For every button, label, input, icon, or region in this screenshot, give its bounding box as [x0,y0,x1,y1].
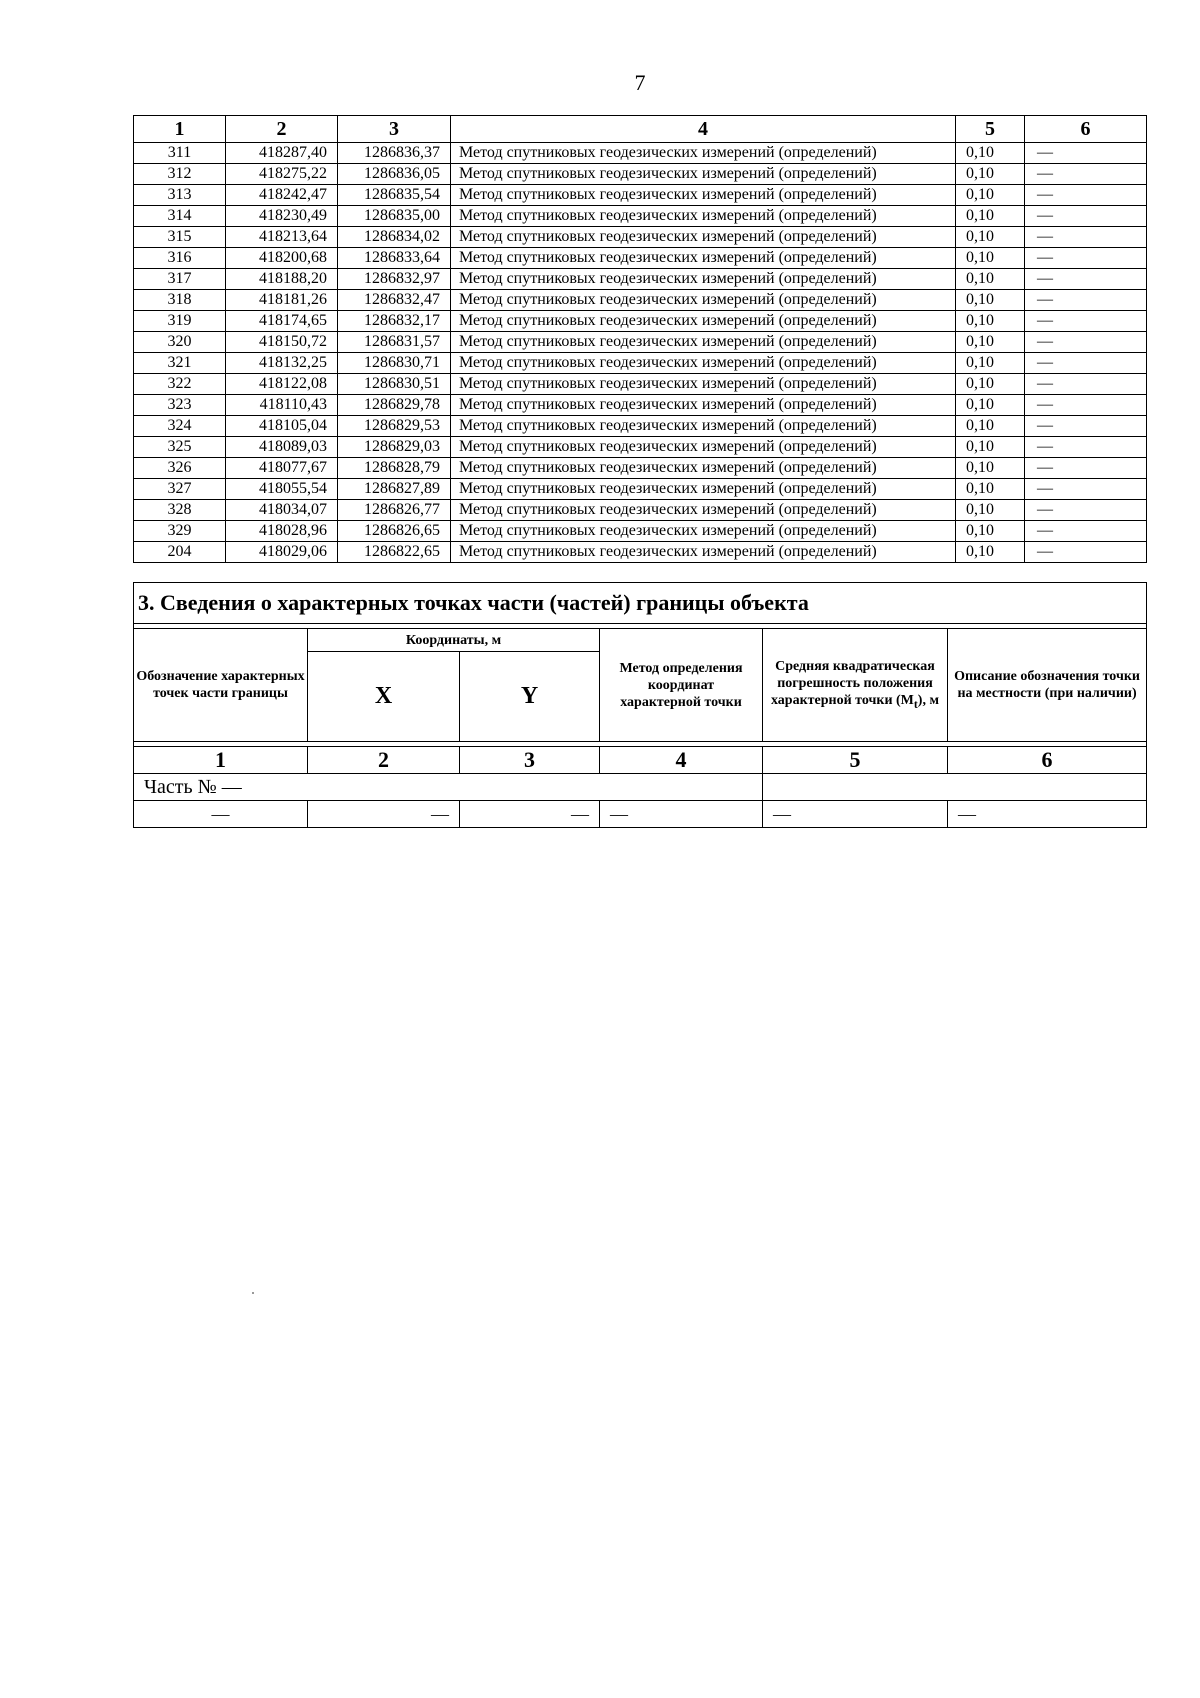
table-row [134,353,1147,374]
accuracy-cell: 0,10 [956,437,1025,458]
col-description-header: Описание обозначения точки на местности (при наличии) [948,629,1147,742]
table-row [134,458,1147,479]
y-coordinate-cell: 1286832,47 [338,290,451,311]
y-coordinate-cell: 1286832,97 [338,269,451,290]
part-point-x: — [308,801,460,828]
accuracy-cell: 0,10 [956,311,1025,332]
x-coordinate-cell: 418122,08 [226,374,338,395]
description-cell: — [1025,500,1147,521]
part-row [134,774,1147,801]
description-cell: — [1025,416,1147,437]
method-cell: Метод спутниковых геодезических измерений (определений) [451,290,956,311]
col-method-header: Метод определения координат характерной точки [600,629,763,742]
x-coordinate-cell: 418213,64 [226,227,338,248]
point-number-cell: 325 [134,437,226,458]
point-number-cell: 315 [134,227,226,248]
table-row [134,164,1147,185]
x-coordinate-cell: 418242,47 [226,185,338,206]
col-accuracy-unit: ), м [917,692,939,708]
method-cell: Метод спутниковых геодезических измерений (определений) [451,521,956,542]
table-row [134,185,1147,206]
method-cell: Метод спутниковых геодезических измерений (определений) [451,437,956,458]
column-number-5: 5 [763,747,948,774]
point-number-cell: 320 [134,332,226,353]
table-row [134,542,1147,563]
point-number-cell: 319 [134,311,226,332]
description-cell: — [1025,164,1147,185]
table-row [134,521,1147,542]
x-coordinate-cell: 418110,43 [226,395,338,416]
accuracy-cell: 0,10 [956,185,1025,206]
method-cell: Метод спутниковых геодезических измерений (определений) [451,500,956,521]
points-table-header [134,116,1147,143]
description-cell: — [1025,437,1147,458]
method-cell: Метод спутниковых геодезических измерений (определений) [451,269,956,290]
point-number-cell: 329 [134,521,226,542]
x-coordinate-cell: 418287,40 [226,143,338,164]
point-number-cell: 323 [134,395,226,416]
header-col-2: 2 [226,116,338,143]
x-coordinate-cell: 418150,72 [226,332,338,353]
method-cell: Метод спутниковых геодезических измерений (определений) [451,479,956,500]
y-coordinate-cell: 1286830,51 [338,374,451,395]
accuracy-cell: 0,10 [956,227,1025,248]
col-accuracy-header [763,629,948,742]
y-coordinate-cell: 1286833,64 [338,248,451,269]
point-number-cell: 317 [134,269,226,290]
y-coordinate-cell: 1286832,17 [338,311,451,332]
col-x-header: X [308,652,460,742]
table-row [134,206,1147,227]
table-row [134,269,1147,290]
column-number-2: 2 [308,747,460,774]
col-designation-header: Обозначение характерных точек части границы [134,629,308,742]
header-col-1: 1 [134,116,226,143]
point-number-cell: 321 [134,353,226,374]
table-row [134,332,1147,353]
accuracy-cell: 0,10 [956,353,1025,374]
header-col-6: 6 [1025,116,1147,143]
point-number-cell: 322 [134,374,226,395]
x-coordinate-cell: 418055,54 [226,479,338,500]
part-point-accuracy: — [763,801,948,828]
col-accuracy-text: Средняя квадратическая погрешность положения характерной точки (M [770,658,935,708]
description-cell: — [1025,374,1147,395]
part-point-y: — [460,801,600,828]
y-coordinate-cell: 1286827,89 [338,479,451,500]
x-coordinate-cell: 418029,06 [226,542,338,563]
description-cell: — [1025,395,1147,416]
section3-parts-table [133,582,1147,828]
accuracy-cell: 0,10 [956,332,1025,353]
x-coordinate-cell: 418275,22 [226,164,338,185]
y-coordinate-cell: 1286829,78 [338,395,451,416]
accuracy-cell: 0,10 [956,479,1025,500]
table-row [134,500,1147,521]
accuracy-cell: 0,10 [956,521,1025,542]
accuracy-cell: 0,10 [956,248,1025,269]
method-cell: Метод спутниковых геодезических измерений (определений) [451,395,956,416]
accuracy-cell: 0,10 [956,395,1025,416]
method-cell: Метод спутниковых геодезических измерений (определений) [451,206,956,227]
table-row [134,143,1147,164]
header-col-4: 4 [451,116,956,143]
point-number-cell: 326 [134,458,226,479]
table-row [134,416,1147,437]
y-coordinate-cell: 1286822,65 [338,542,451,563]
accuracy-cell: 0,10 [956,290,1025,311]
column-number-1: 1 [134,747,308,774]
header-col-3: 3 [338,116,451,143]
col-accuracy-subscript: t [913,697,918,711]
table-row [134,395,1147,416]
part-row-empty-cell [763,774,1147,801]
table-row [134,248,1147,269]
description-cell: — [1025,143,1147,164]
point-number-cell: 316 [134,248,226,269]
column-number-4: 4 [600,747,763,774]
part-point-method: — [600,801,763,828]
description-cell: — [1025,542,1147,563]
y-coordinate-cell: 1286828,79 [338,458,451,479]
table-row [134,227,1147,248]
y-coordinate-cell: 1286835,00 [338,206,451,227]
column-number-3: 3 [460,747,600,774]
point-number-cell: 311 [134,143,226,164]
y-coordinate-cell: 1286829,03 [338,437,451,458]
point-number-cell: 324 [134,416,226,437]
x-coordinate-cell: 418181,26 [226,290,338,311]
table-row [134,290,1147,311]
point-number-cell: 314 [134,206,226,227]
y-coordinate-cell: 1286826,65 [338,521,451,542]
accuracy-cell: 0,10 [956,206,1025,227]
description-cell: — [1025,185,1147,206]
method-cell: Метод спутниковых геодезических измерений (определений) [451,143,956,164]
accuracy-cell: 0,10 [956,500,1025,521]
x-coordinate-cell: 418188,20 [226,269,338,290]
description-cell: — [1025,479,1147,500]
method-cell: Метод спутниковых геодезических измерений (определений) [451,374,956,395]
y-coordinate-cell: 1286836,37 [338,143,451,164]
description-cell: — [1025,269,1147,290]
section3-title: 3. Сведения о характерных точках части (частей) границы объекта [134,583,1147,624]
y-coordinate-cell: 1286829,53 [338,416,451,437]
description-cell: — [1025,521,1147,542]
accuracy-cell: 0,10 [956,416,1025,437]
accuracy-cell: 0,10 [956,374,1025,395]
point-number-cell: 318 [134,290,226,311]
method-cell: Метод спутниковых геодезических измерений (определений) [451,185,956,206]
x-coordinate-cell: 418230,49 [226,206,338,227]
accuracy-cell: 0,10 [956,542,1025,563]
part-label: Часть № — [134,774,763,801]
accuracy-cell: 0,10 [956,143,1025,164]
method-cell: Метод спутниковых геодезических измерений (определений) [451,458,956,479]
point-number-cell: 327 [134,479,226,500]
point-number-cell: 328 [134,500,226,521]
point-number-cell: 204 [134,542,226,563]
point-number-cell: 312 [134,164,226,185]
x-coordinate-cell: 418132,25 [226,353,338,374]
method-cell: Метод спутниковых геодезических измерений (определений) [451,332,956,353]
description-cell: — [1025,206,1147,227]
boundary-points-table [133,115,1147,563]
part-points-row [134,801,1147,828]
part-point-description: — [948,801,1147,828]
accuracy-cell: 0,10 [956,458,1025,479]
table-row [134,311,1147,332]
method-cell: Метод спутниковых геодезических измерений (определений) [451,164,956,185]
points-table-body [134,143,1147,563]
method-cell: Метод спутниковых геодезических измерений (определений) [451,311,956,332]
accuracy-cell: 0,10 [956,269,1025,290]
x-coordinate-cell: 418200,68 [226,248,338,269]
x-coordinate-cell: 418077,67 [226,458,338,479]
method-cell: Метод спутниковых геодезических измерений (определений) [451,353,956,374]
page-number: 7 [634,70,646,95]
col-y-header: Y [460,652,600,742]
description-cell: — [1025,248,1147,269]
column-numbers-row [134,747,1147,774]
x-coordinate-cell: 418089,03 [226,437,338,458]
method-cell: Метод спутниковых геодезических измерений (определений) [451,416,956,437]
description-cell: — [1025,458,1147,479]
header-col-5: 5 [956,116,1025,143]
x-coordinate-cell: 418028,96 [226,521,338,542]
description-cell: — [1025,290,1147,311]
table-row [134,437,1147,458]
point-number-cell: 313 [134,185,226,206]
accuracy-cell: 0,10 [956,164,1025,185]
description-cell: — [1025,311,1147,332]
method-cell: Метод спутниковых геодезических измерений (определений) [451,227,956,248]
x-coordinate-cell: 418174,65 [226,311,338,332]
scan-speck [252,1292,254,1294]
y-coordinate-cell: 1286836,05 [338,164,451,185]
y-coordinate-cell: 1286831,57 [338,332,451,353]
description-cell: — [1025,227,1147,248]
y-coordinate-cell: 1286826,77 [338,500,451,521]
y-coordinate-cell: 1286835,54 [338,185,451,206]
x-coordinate-cell: 418105,04 [226,416,338,437]
method-cell: Метод спутниковых геодезических измерений (определений) [451,248,956,269]
description-cell: — [1025,353,1147,374]
column-number-6: 6 [948,747,1147,774]
x-coordinate-cell: 418034,07 [226,500,338,521]
part-point-designation: — [134,801,308,828]
col-coordinates-header: Координаты, м [308,629,600,652]
table-row [134,479,1147,500]
table-row [134,374,1147,395]
y-coordinate-cell: 1286834,02 [338,227,451,248]
y-coordinate-cell: 1286830,71 [338,353,451,374]
description-cell: — [1025,332,1147,353]
method-cell: Метод спутниковых геодезических измерений (определений) [451,542,956,563]
